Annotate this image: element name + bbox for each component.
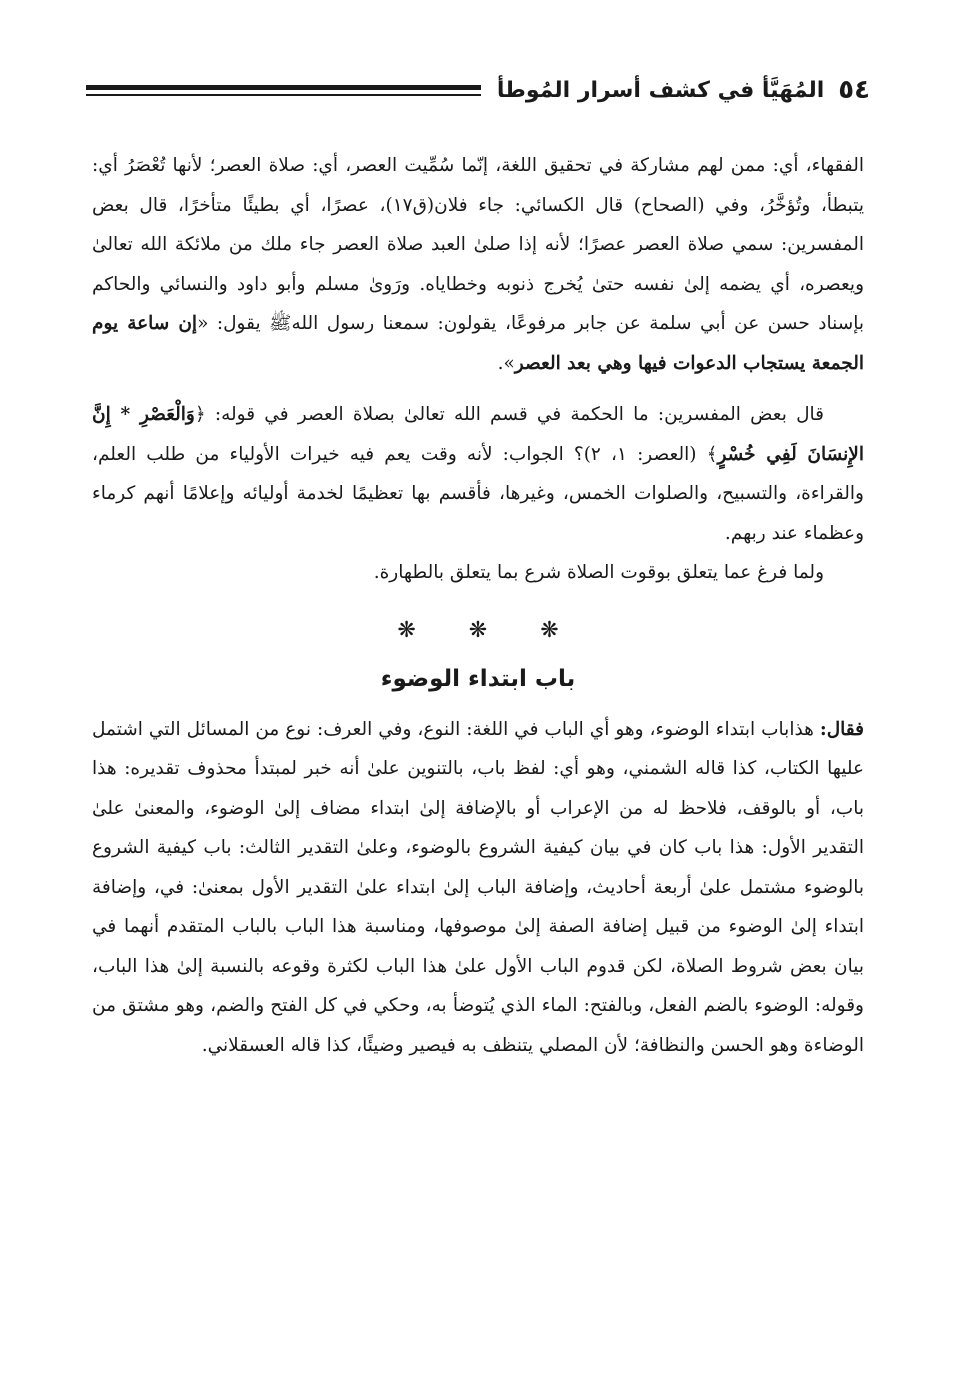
page-number: ٥٤ — [838, 75, 870, 105]
paragraph-transition: ولما فرغ عما يتعلق بوقوت الصلاة شرع بما يتعلق بالطهارة. — [373, 562, 824, 583]
paragraph-wisdom — [92, 395, 864, 553]
book-title: المُهَيَّأ في كشف أسرار المُوطأ — [496, 77, 825, 103]
chapter-title: باب ابتداء الوضوء — [380, 666, 576, 692]
paragraph-text: قال بعض المفسرين: ما الحكمة في قسم الله تعالىٰ بصلاة العصر في قوله: ﴿ — [194, 404, 824, 425]
header-rule-thick — [86, 85, 481, 90]
page-header — [86, 70, 870, 110]
paragraph-text: هذاباب ابتداء الوضوء، وهو أي الباب في اللغة: النوع، وفي العرف: نوع من المسائل التي اشتمل عليها الكتاب، كذا قاله الشمني، وهو أي: لفظ باب، بالتنوين علىٰ أنه خبر لمبتدأ محذوف تقديره: هذا باب، أو بالوقف، فلاحظ له من الإعراب أو بالإضافة إلىٰ ابتداء مضاف إلىٰ الوضوء، والمعنىٰ علىٰ التقدير الأول: هذا باب كان في بيان كيفية الشروع بالوضوء، وعلىٰ التقدير الثالث: باب كيفية الشروع بالوضوء مشتمل علىٰ أربعة أحاديث، وإضافة الباب إلىٰ ابتداء علىٰ التقدير الأول بمعنىٰ: في، وإضافة ابتداء إلىٰ الوضوء من قبيل إضافة الصفة إلىٰ موصوفها، ومناسبة هذا الباب بالباب المتقدم أنهما في بيان بعض شروط الصلاة، لكن قدوم الباب الأول علىٰ هذا الباب لكثرة وقوعه بالنسبة إلىٰ هذا الباب، وقوله: الوضوء بالضم الفعل، وبالفتح: الماء الذي يُتوضأ به، وحكي في كل الفتح والضم، وهو مشتق من الوضاءة وهو الحسن والنظافة؛ لأن المصلي يتنظف به فيصير وضيئًا، كذا قاله العسقلاني. — [92, 718, 864, 1056]
hadith-quote: إن ساعة يوم الجمعة يستجاب الدعوات فيها وهي بعد العصر — [92, 313, 864, 374]
section-separator: ❋ ❋ ❋ — [397, 617, 559, 643]
paragraph-text: الفقهاء، أي: ممن لهم مشاركة في تحقيق اللغة، إنّما سُمِّيت العصر، أي: صلاة العصر؛ لأنها تُعْصَرُ أي: يتبطأ، وتُؤخَّرُ، وفي (الصحاح) قال الكسائي: جاء فلان(ق١٧)، عصرًا، أي بطيئًا متأخرًا، قال بعض المفسرين: سمي صلاة العصر عصرًا؛ لأنه إذا صلىٰ العبد صلاة العصر جاء ملك من ملائكة الله تعالىٰ ويعصره، أي يضمه إلىٰ نفسه حتىٰ يُخرج ذنوبه وخطاياه. ورَوىٰ مسلم وأبو داود والنسائي والحاكم بإسناد حسن عن أبي سلمة عن جابر مرفوعًا، يقولون: سمعنا رسول اللهﷺ يقول: « — [92, 155, 864, 334]
paragraph-asr-meaning — [92, 146, 864, 383]
quran-verse: وَالْعَصْرِ * إِنَّ الإِنسَانَ لَفِي خُسْرٍ — [92, 404, 864, 465]
paragraph-text-rest: ﴾ (العصر: ١، ٢)؟ الجواب: لأنه وقت يعم فيه خيرات الأولياء من طلب العلم، والقراءة، والتسبيح، والصلوات الخمس، وغيرها، فأقسم بها تعظيمًا لخدمة أوليائه وإعلامًا أنهم كرماء وعظماء عند ربهم. — [92, 443, 864, 544]
page-body — [92, 146, 864, 1065]
lead-word: فقال: — [819, 718, 864, 740]
paragraph-text-end: ». — [497, 352, 515, 374]
header-rule — [86, 85, 481, 96]
paragraph-wudu — [92, 710, 864, 1066]
header-rule-thin — [86, 94, 481, 96]
